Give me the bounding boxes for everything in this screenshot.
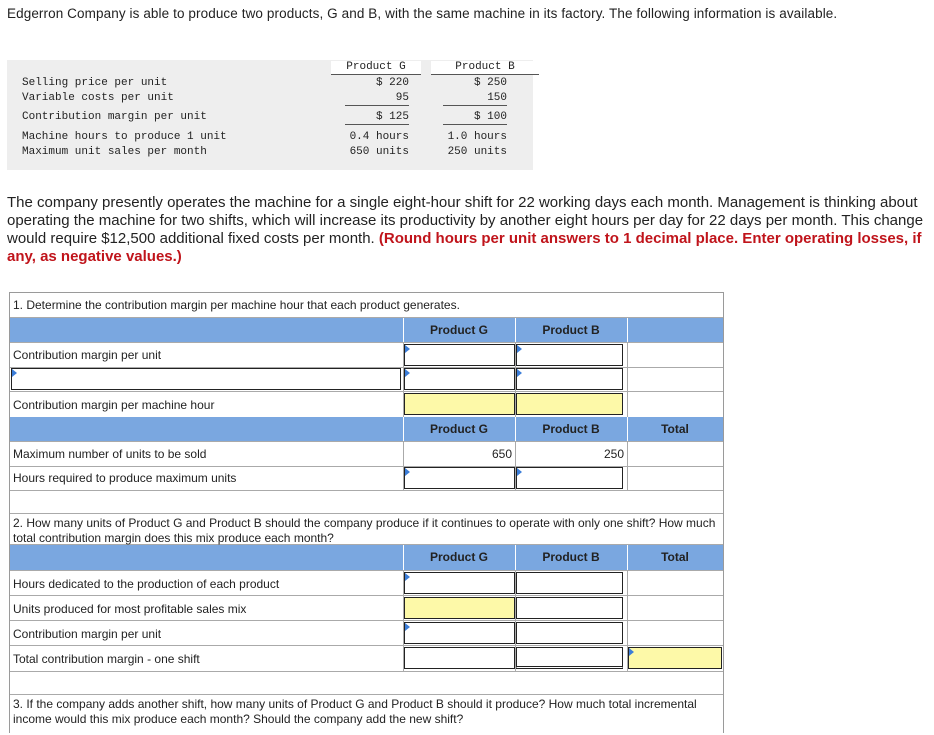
q2-units-g-input[interactable] [404, 597, 515, 619]
q2-units-label: Units produced for most profitable sales mix [13, 602, 247, 616]
problem-text: The company presently operates the machine for a single eight-hour shift for 22 working days each month. Management is thinking about operating the machine for two shifts, which will increase its productivity by another eight hours per day for 22 days per month. This change would require $12,500 additional fixed costs per month. [7, 194, 924, 247]
q1-divisor-g-input[interactable] [404, 368, 515, 390]
info-g-machine-hours: 0.4 hours [349, 131, 409, 143]
spacer-row-2 [10, 672, 723, 695]
info-b-machine-hours: 1.0 hours [447, 131, 507, 143]
info-g-contribution-margin: $ 125 [345, 110, 409, 125]
problem-paragraph [7, 194, 932, 266]
q1-divisor-label-input[interactable] [11, 368, 401, 390]
info-label-machine-hours: Machine hours to produce 1 unit [22, 131, 227, 143]
q2-cm-label: Contribution margin per unit [13, 627, 162, 641]
problem-intro: Edgerron Company is able to produce two products, G and B, with the same machine in its factory. The following information is available. [7, 6, 838, 21]
q2-units-b-input[interactable] [516, 597, 623, 619]
info-header-product-b: Product B [431, 61, 539, 75]
q2-header-product-b: Product B [542, 550, 600, 564]
q3-title: 3. If the company adds another shift, how many units of Product G and Product B should it produce? How much total incremental income would this mix produce each month? Should the company add the new shift? [13, 697, 697, 726]
q1-cm-unit-b-input[interactable] [516, 344, 623, 366]
q2-hours-label: Hours dedicated to the production of each product [13, 577, 280, 591]
spacer-row [10, 491, 723, 514]
q2-grand-total-input[interactable] [628, 647, 722, 669]
info-b-max-sales: 250 units [447, 146, 507, 158]
q1-cm-hour-label: Contribution margin per machine hour [13, 398, 215, 412]
info-label-contribution-margin: Contribution margin per unit [22, 111, 207, 123]
q1-divisor-b-input[interactable] [516, 368, 623, 390]
q2-hours-g-input[interactable] [404, 572, 515, 594]
info-label-selling-price: Selling price per unit [22, 77, 168, 89]
q2-cm-b-input[interactable] [516, 622, 623, 644]
q1-max-units-b: 250 [603, 447, 624, 461]
q1-header2-product-b: Product B [542, 422, 600, 436]
q1-hours-required-b-input[interactable] [516, 467, 623, 489]
info-b-contribution-margin: $ 100 [443, 110, 507, 125]
info-g-selling-price: $ 220 [375, 77, 409, 89]
q1-cm-unit-label: Contribution margin per unit [13, 348, 162, 362]
q2-hours-b-input[interactable] [516, 572, 623, 594]
q1-title: 1. Determine the contribution margin per machine hour that each product generates. [13, 298, 460, 312]
q2-title: 2. How many units of Product G and Product B should the company produce if it continues to operate with only one shift? How much total contribution margin does this mix produce each month? [13, 516, 716, 545]
q1-header-product-g: Product G [429, 323, 488, 337]
q1-max-units-row [10, 442, 723, 467]
q1-max-units-g: 650 [491, 447, 512, 461]
q1-cm-unit-g-input[interactable] [404, 344, 515, 366]
q1-hours-required-label: Hours required to produce maximum units [13, 471, 237, 485]
q1-header-product-b: Product B [542, 323, 600, 337]
q2-cm-g-input[interactable] [404, 622, 515, 644]
info-g-variable-costs: 95 [345, 91, 409, 106]
rounding-instruction: (Round hours per unit answers to 1 decimal place. Enter operating losses, if any, as negative values.) [7, 230, 922, 265]
q2-total-label: Total contribution margin - one shift [13, 652, 200, 666]
product-info-table [7, 60, 533, 170]
info-header-product-g: Product G [331, 61, 421, 75]
q2-header-product-g: Product G [429, 550, 488, 564]
q1-header-row [10, 318, 723, 343]
q1-title-row [10, 293, 723, 318]
info-b-selling-price: $ 250 [473, 77, 507, 89]
q1-cm-hour-b-input[interactable] [516, 393, 623, 415]
q2-total-b-input[interactable] [516, 647, 623, 669]
q2-title-row [10, 514, 723, 545]
info-b-variable-costs: 150 [443, 91, 507, 106]
q2-header-row [10, 545, 723, 571]
q1-hours-required-g-input[interactable] [404, 467, 515, 489]
q1-cm-hour-g-input[interactable] [404, 393, 515, 415]
answer-table [9, 292, 724, 733]
q1-header2-product-g: Product G [429, 422, 488, 436]
q3-title-row [10, 695, 723, 735]
q1-header2-total: Total [661, 422, 689, 436]
q2-header-total: Total [661, 550, 689, 564]
info-label-variable-costs: Variable costs per unit [22, 92, 174, 104]
q1-header2-row [10, 417, 723, 442]
info-g-max-sales: 650 units [349, 146, 409, 158]
q2-total-g-input[interactable] [404, 647, 515, 669]
info-label-max-sales: Maximum unit sales per month [22, 146, 207, 158]
q1-max-units-label: Maximum number of units to be sold [13, 447, 207, 461]
